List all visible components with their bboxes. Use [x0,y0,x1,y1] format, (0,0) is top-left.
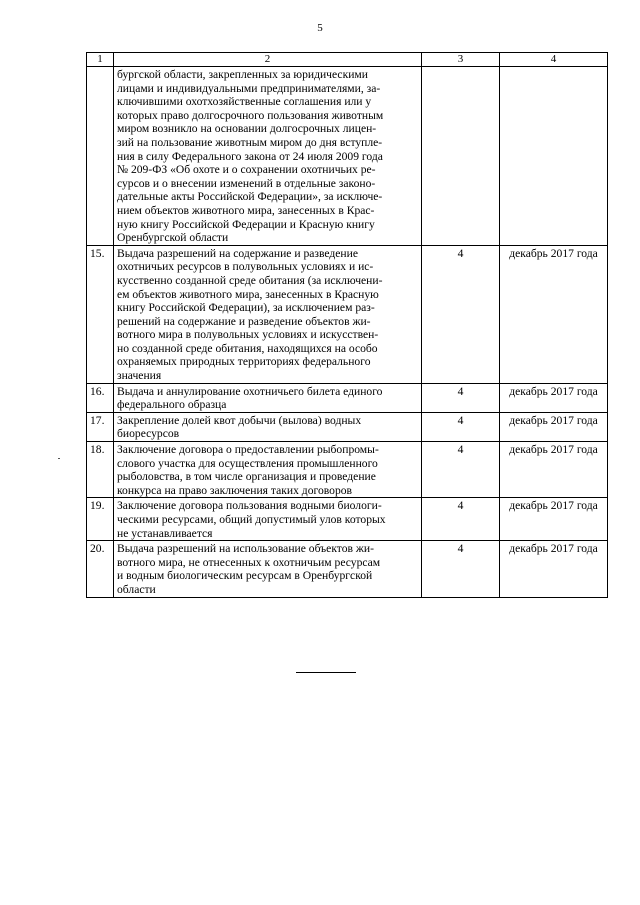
margin-mark [58,458,60,459]
closing-rule [296,672,356,673]
service-description [114,541,422,597]
description-line: вотного мира в полувольных условиях и искусствен- [117,328,379,342]
description-line: № 209-ФЗ «Об охоте и о сохранении охотничьих ре- [117,163,376,177]
row-column-3: 4 [422,541,500,597]
description-line: миром возникло на основании долгосрочных лицен- [117,122,377,136]
row-column-3: 4 [422,498,500,541]
row-column-3: 4 [422,442,500,498]
description-line: ем объектов животного мира, занесенных в Красную [117,287,379,301]
description-line: Выдача разрешений на использование объектов жи- [117,542,374,556]
description-line: зий на пользование животным миром до дня вступле- [117,135,383,149]
table-row [87,442,608,498]
header-row [87,53,608,67]
description-line: слового участка для осуществления промышленного [117,456,378,470]
description-line: и водным биологическим ресурсам в Оренбургской [117,569,373,583]
description-line: ческими ресурсами, общий допустимый улов которых [117,513,386,526]
service-description [114,383,422,412]
service-description [114,412,422,441]
row-number [87,67,114,246]
service-description [114,442,422,498]
table-row [87,498,608,541]
table-row [87,541,608,597]
row-number: 19. [87,498,114,541]
description-line: охотничьих ресурсов в полувольных условиях и ис- [117,260,374,274]
row-number: 20. [87,541,114,597]
description-line: бургской области, закрепленных за юридическими [117,68,368,81]
description-line: книгу Российской Федерации), за исключением раз- [117,301,375,315]
description-line: но созданной среде обитания, находящихся на особо [117,341,378,355]
row-number: 17. [87,412,114,441]
row-deadline [500,67,608,246]
service-description [114,498,422,541]
row-number: 15. [87,245,114,383]
description-line: которых право долгосрочного пользования животным [117,108,384,122]
table-body [87,67,608,598]
header-col-1: 1 [87,53,114,67]
row-number: 16. [87,383,114,412]
table-row [87,383,608,412]
description-line: Выдача разрешений на содержание и разведение [117,246,358,260]
row-column-3 [422,67,500,246]
description-line: Заключение договора пользования водными биологи- [117,499,382,513]
row-deadline: декабрь 2017 года [500,442,608,498]
description-line: охраняемых природных территориях федерального [117,355,371,369]
row-deadline: декабрь 2017 года [500,541,608,597]
description-line: кусственно созданной среде обитания (за исключени- [117,273,383,287]
description-line: ния в силу Федерального закона от 24 июля 2009 года [117,149,383,163]
description-line: рыболовства, в том числе организация и проведение [117,470,376,484]
row-deadline: декабрь 2017 года [500,383,608,412]
description-line: Заключение договора о предоставлении рыбопромы- [117,443,379,457]
description-line: нием объектов животного мира, занесенных в Крас- [117,203,375,217]
page-number: 5 [317,22,323,34]
row-column-3: 4 [422,383,500,412]
description-line: значения [117,369,162,383]
row-deadline: декабрь 2017 года [500,245,608,383]
row-number: 18. [87,442,114,498]
description-line: сурсов и о внесении изменений в отдельные законо- [117,176,376,190]
description-line: биоресурсов [117,427,180,441]
description-line: не устанавливается [117,526,213,540]
table-header [87,53,608,67]
row-deadline: декабрь 2017 года [500,412,608,441]
description-line: области [117,582,156,596]
description-line: ключившими охотхозяйственные соглашения или у [117,95,372,109]
description-line: федерального образца [117,398,227,412]
description-line: дательные акты Российской Федерации», за исключе- [117,190,383,204]
table-row [87,245,608,383]
table-row [87,67,608,246]
description-line: лицами и индивидуальными предпринимателями, за- [117,81,381,95]
services-table [86,52,608,598]
table-row [87,412,608,441]
description-line: конкурса на право заключения таких договоров [117,483,353,497]
row-column-3: 4 [422,245,500,383]
description-line: ную книгу Российской Федерации и Красную книгу [117,217,375,231]
row-deadline: декабрь 2017 года [500,498,608,541]
description-line: решений на содержание и разведение объектов жи- [117,314,371,328]
description-line: Оренбургской области [117,231,229,245]
service-description [114,245,422,383]
header-col-4: 4 [500,53,608,67]
header-col-2: 2 [114,53,422,67]
description-line: вотного мира, не отнесенных к охотничьим ресурсам [117,555,381,569]
header-col-3: 3 [422,53,500,67]
description-line: Выдача и аннулирование охотничьего билета единого [117,384,383,398]
row-column-3: 4 [422,412,500,441]
service-description [114,67,422,246]
description-line: Закрепление долей квот добычи (вылова) водных [117,413,362,427]
